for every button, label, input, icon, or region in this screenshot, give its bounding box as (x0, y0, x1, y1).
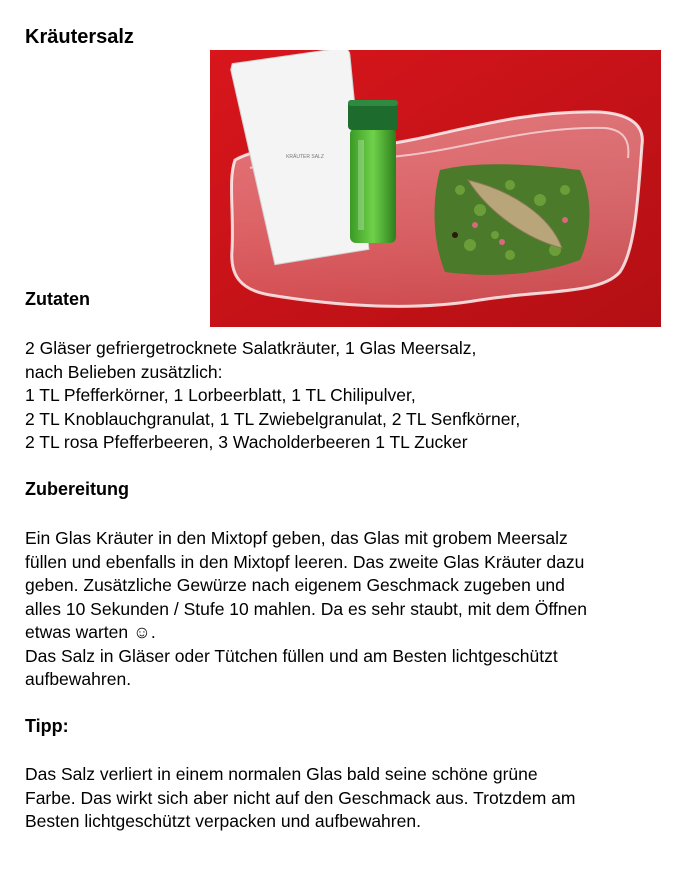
ingredients-heading: Zutaten (25, 289, 90, 309)
tip-text (25, 763, 576, 834)
preparation-line: geben. Zusätzliche Gewürze nach eigenem Geschmack zugeben und (25, 575, 565, 595)
preparation-text (25, 527, 587, 692)
ingredients-list (25, 337, 520, 455)
ingredients-line: 2 Gläser gefriergetrocknete Salatkräuter, 1 Glas Meersalz, (25, 338, 477, 358)
tip-line: Das Salz verliert in einem normalen Glas bald seine schöne grüne (25, 764, 538, 784)
page-title: Kräutersalz (25, 26, 134, 48)
ingredients-line: nach Belieben zusätzlich: (25, 361, 223, 382)
ingredients-line: 2 TL Knoblauchgranulat, 1 TL Zwiebelgranulat, 2 TL Senfkörner, (25, 408, 521, 429)
ingredients-line: 1 TL Pfefferkörner, 1 Lorbeerblatt, 1 TL Chilipulver, (25, 385, 416, 405)
preparation-heading: Zubereitung (25, 479, 129, 499)
recipe-photo (210, 50, 661, 327)
packet-label: KRÄUTER SALZ (286, 154, 324, 160)
preparation-line: etwas warten ☺. (25, 622, 156, 642)
preparation-line: füllen und ebenfalls in den Mixtopf leeren. Das zweite Glas Kräuter dazu (25, 551, 585, 572)
preparation-line: Ein Glas Kräuter in den Mixtopf geben, das Glas mit grobem Meersalz (25, 528, 568, 548)
tip-line: Farbe. Das wirkt sich aber nicht auf den Geschmack aus. Trotzdem am (25, 787, 576, 808)
ingredients-line: 2 TL rosa Pfefferbeeren, 3 Wacholderbeeren 1 TL Zucker (25, 432, 468, 452)
preparation-line: Das Salz in Gläser oder Tütchen füllen und am Besten lichtgeschützt (25, 645, 558, 666)
preparation-line: alles 10 Sekunden / Stufe 10 mahlen. Da es sehr staubt, mit dem Öffnen (25, 598, 587, 619)
preparation-line: aufbewahren. (25, 669, 132, 689)
tip-heading: Tipp: (25, 716, 69, 736)
tip-line: Besten lichtgeschützt verpacken und aufbewahren. (25, 811, 421, 831)
